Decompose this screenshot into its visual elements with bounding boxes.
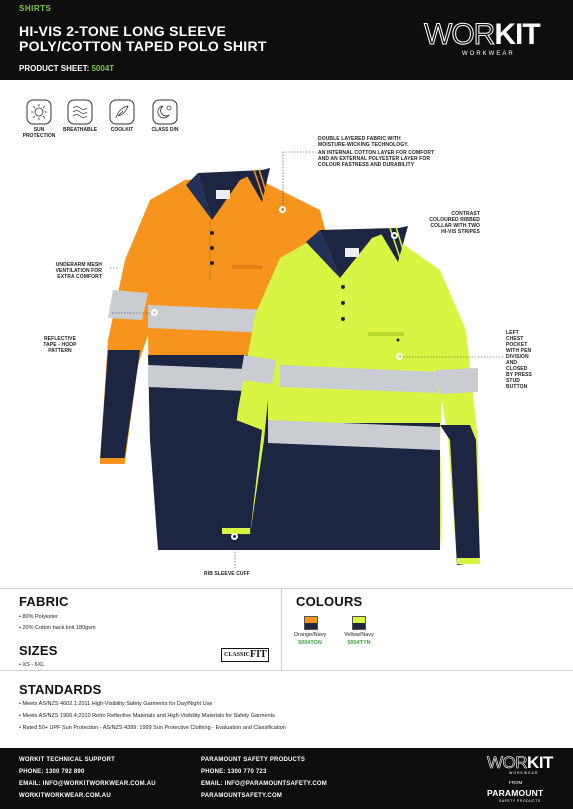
sizes-range: • XS - 6XL	[19, 662, 45, 668]
fabric-title: FABRIC	[19, 594, 69, 609]
paramount-logo: PARAMOUNT	[487, 788, 544, 798]
product-sheet-label: PRODUCT SHEET:	[19, 64, 90, 73]
feature-label: CLASS D/N	[151, 127, 179, 133]
fit-word2: FIT	[250, 649, 267, 660]
colours-title: COLOURS	[296, 594, 363, 609]
footer-left-email[interactable]: EMAIL: INFO@WORKITWORKWEAR.COM.AU	[19, 781, 156, 787]
sun-icon	[26, 99, 52, 125]
divider	[0, 670, 573, 671]
logo-workwear: WORKWEAR	[462, 51, 515, 57]
callout-dot-pocket	[396, 353, 403, 360]
feature-class-dn	[143, 99, 187, 133]
callout-tape: REFLECTIVE TAPE - HOOP PATTERN	[43, 336, 77, 354]
footer-left-phone: PHONE: 1300 792 890	[19, 769, 85, 775]
callout-pocket: LEFT CHEST POCKET WITH PEN DIVISION AND CLOSED BY PRESS STUD BUTTON	[506, 330, 532, 390]
footer-logo-wor: WOR	[487, 753, 528, 772]
feature-label: BREATHABLE	[62, 127, 98, 133]
colour-code: 5004TON	[298, 640, 322, 646]
footer-right-phone: PHONE: 1300 770 723	[201, 769, 267, 775]
colour-code: 5004TYN	[347, 640, 371, 646]
colour-name: Orange/Navy	[293, 632, 327, 638]
category-label: SHIRTS	[19, 4, 52, 13]
feature-coolkit	[100, 99, 144, 133]
standards-title: STANDARDS	[19, 682, 102, 697]
callout-collar: CONTRAST COLOURED RIBBED COLLAR WITH TWO HI-VIS STRIPES	[429, 211, 480, 235]
footer-logo-kit: KIT	[527, 753, 553, 772]
callout-fabric: DOUBLE LAYERED FABRIC WITH MOISTURE-WICKING TECHNOLOGY. AN INTERNAL COTTON LAYER FOR COMFORT AND AN EXTERNAL POLYESTER LAYER FOR COLOUR FASTNESS AND DURABILITY	[318, 136, 435, 168]
product-sheet-code	[19, 64, 114, 73]
colour-name: Yellow/Navy	[344, 632, 374, 638]
shirt-illustration	[0, 140, 573, 580]
callout-dot-collar	[391, 232, 398, 239]
footer-right-title: PARAMOUNT SAFETY PRODUCTS	[201, 757, 306, 763]
fit-word1: CLASSIC	[224, 652, 251, 658]
feature-label: COOLKIT	[110, 127, 134, 133]
feature-label: SUN PROTECTION	[22, 127, 56, 139]
divider-vertical	[281, 588, 282, 670]
swatch-yellow-navy	[352, 616, 366, 630]
callout-dot-tape	[151, 309, 158, 316]
callout-dot-fabric	[279, 206, 286, 213]
classic-fit-badge	[221, 648, 269, 662]
logo-kit: KIT	[494, 18, 540, 51]
footer-right-email[interactable]: EMAIL: INFO@PARAMOUNTSAFETY.COM	[201, 781, 327, 787]
feature-sun-protection	[17, 99, 61, 139]
footer-left-website[interactable]: WORKITWORKWEAR.COM.AU	[19, 793, 111, 799]
callout-underarm: UNDERARM MESH VENTILATION FOR EXTRA COMFORT	[55, 262, 102, 280]
footer-left-title: WORKIT TECHNICAL SUPPORT	[19, 757, 116, 763]
callout-cuff: RIB SLEEVE CUFF	[204, 571, 250, 577]
workit-logo	[424, 20, 546, 60]
fabric-item: • 20% Cotton back knit 180gsm	[19, 625, 96, 631]
coolkit-icon	[109, 99, 135, 125]
product-title-line1: HI-VIS 2-TONE LONG SLEEVE	[19, 23, 227, 39]
feature-breathable	[58, 99, 102, 133]
footer-right-website[interactable]: PARAMOUNTSAFETY.COM	[201, 793, 283, 799]
product-code: 5004T	[91, 64, 115, 73]
standard-item: • Meets AS/NZS 4602.1:2011 High-Visibility Safety Garments for Day/Night Use	[19, 701, 213, 707]
sizes-title: SIZES	[19, 643, 58, 658]
callout-dot-cuff	[231, 533, 238, 540]
standard-item: • Meets AS/NZS 1906.4:2010 Retro Reflective Materials and High-Visibility Materials for Safety Garments	[19, 713, 275, 719]
product-title-line2: POLY/COTTON TAPED POLO SHIRT	[19, 38, 267, 54]
footer-logo-workwear: WORKWEAR	[509, 771, 539, 775]
swatch-orange-navy	[304, 616, 318, 630]
paramount-sub: SAFETY PRODUCTS	[499, 799, 541, 803]
fabric-item: • 80% Polyester	[19, 614, 58, 620]
day-night-icon	[152, 99, 178, 125]
footer-from: FROM	[509, 780, 523, 785]
divider	[0, 588, 573, 589]
footer-logos	[487, 753, 553, 806]
breathable-icon	[67, 99, 93, 125]
logo-wor: WOR	[424, 18, 495, 51]
standard-item: • Rated 50+ UPF Sun Protection - AS/NZS 4399: 1999 Sun Protective Clothing - Evaluation and Classification	[19, 725, 286, 731]
